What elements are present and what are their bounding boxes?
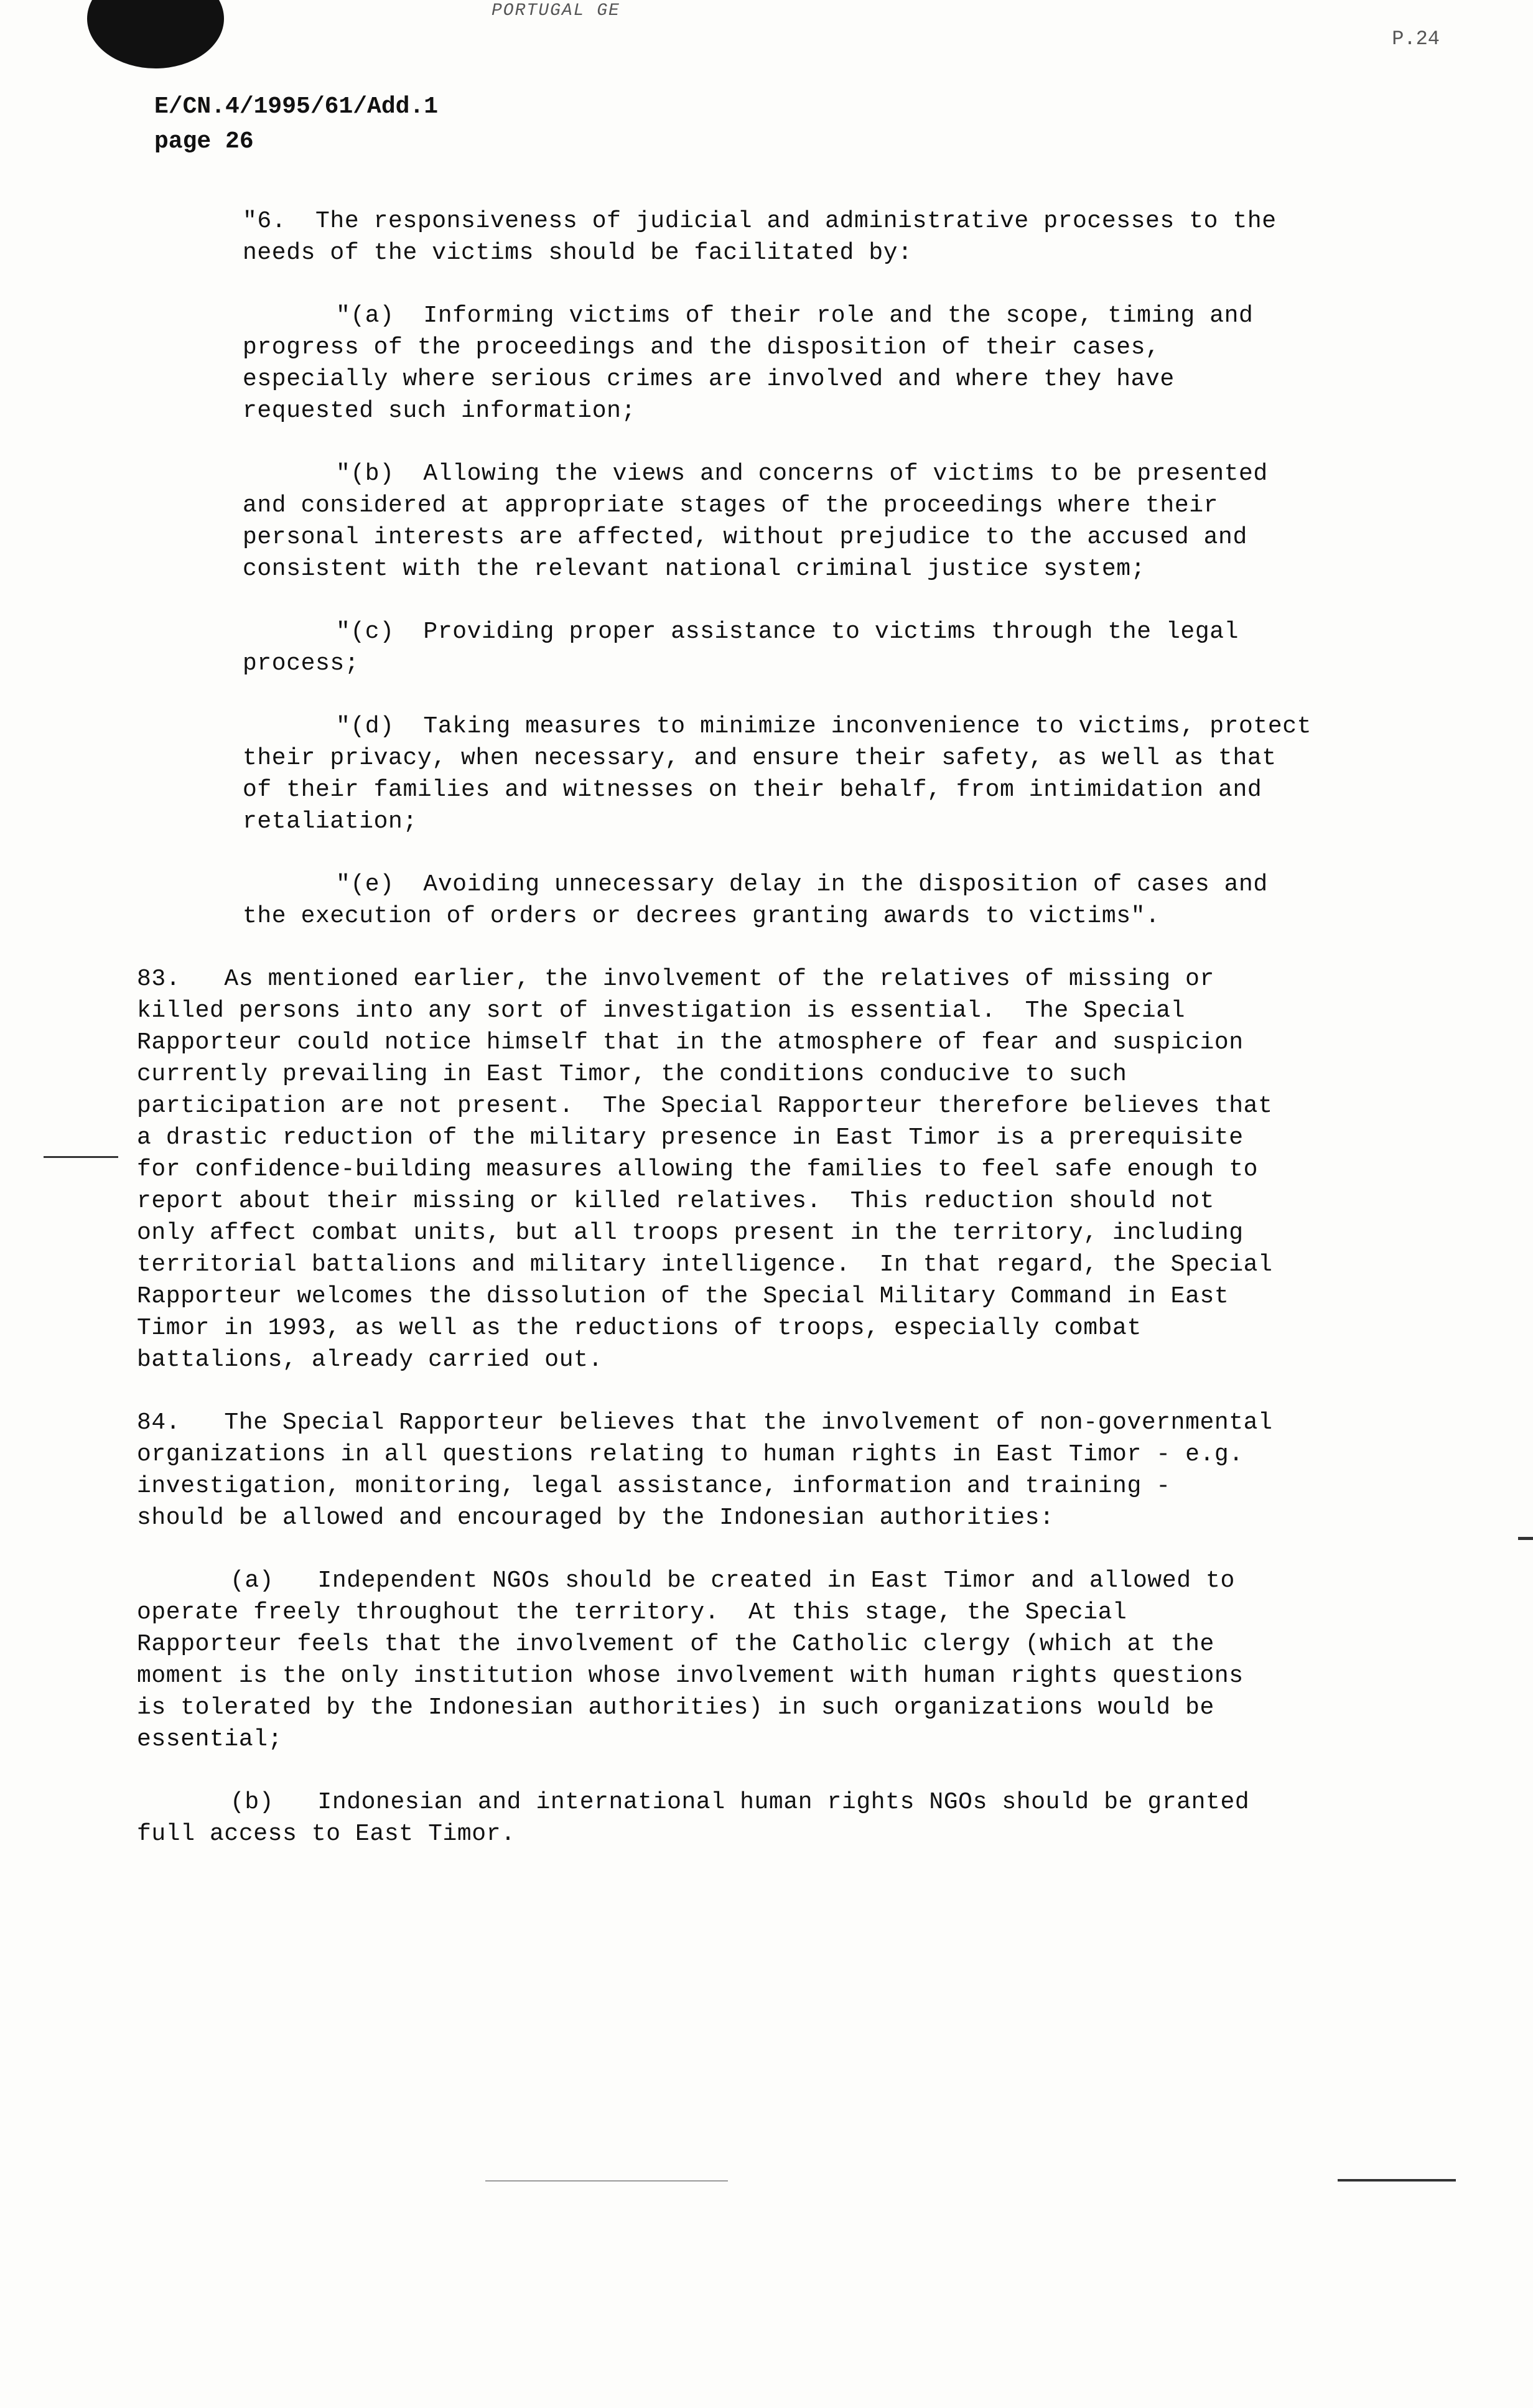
document-symbol: E/CN.4/1995/61/Add.1 bbox=[154, 93, 439, 120]
paragraph-6-e: "(e) Avoiding unnecessary delay in the disposition of cases and the execution of orders or decrees granting awards to victims". bbox=[243, 871, 1268, 930]
footer-dotted-line bbox=[485, 2180, 728, 2182]
footer-dash-mark bbox=[1338, 2179, 1456, 2182]
margin-dash-mark bbox=[44, 1156, 118, 1158]
quoted-principle-6 bbox=[137, 205, 1387, 932]
paragraph-6-d: "(d) Taking measures to minimize inconvenience to victims, protect their privacy, when necessary, and ensure their safety, as well as that of their families and witnesses on their behalf, from intimidation and retaliation; bbox=[243, 713, 1312, 835]
paragraph-84-a: (a) Independent NGOs should be created in East Timor and allowed to operate freely throughout the territory. At this stage, the Special Rapporteur feels that the involvement of the Catholic clergy (which at the moment is the only institution whose involvement with human rights questions is tolerated by the Indonesian authorities) in such organizations would be essential; bbox=[137, 1567, 1244, 1753]
paragraph-6-intro: "6. The responsiveness of judicial and administrative processes to the needs of the victims should be facilitated by: bbox=[243, 208, 1277, 266]
paragraph-84-b: (b) Indonesian and international human rights NGOs should be granted full access to East Timor. bbox=[137, 1789, 1250, 1847]
page-number: page 26 bbox=[154, 128, 254, 155]
fax-header-line: PORTUGAL GE bbox=[492, 1, 620, 21]
ink-blot-mark bbox=[87, 0, 224, 68]
fax-page-number: P.24 bbox=[1392, 27, 1440, 50]
paragraph-84: 84. The Special Rapporteur believes that the involvement of non-governmental organizations in all questions relating to human rights in East Timor - e.g. investigation, monitoring, legal assistance, information and training - should be allowed and encouraged by the Indonesian authorities: bbox=[137, 1409, 1273, 1531]
document-reference bbox=[154, 90, 438, 159]
document-body bbox=[137, 205, 1387, 1881]
right-margin-dash bbox=[1518, 1537, 1533, 1540]
paragraph-6-b: "(b) Allowing the views and concerns of victims to be presented and considered at appropriate stages of the proceedings where their personal interests are affected, without prejudice to the accused and consistent with the relevant national criminal justice system; bbox=[243, 460, 1268, 582]
paragraph-6-a: "(a) Informing victims of their role and the scope, timing and progress of the proceedings and the disposition of their cases, especially where serious crimes are involved and where they have requested such information; bbox=[243, 302, 1254, 424]
paragraph-6-c: "(c) Providing proper assistance to victims through the legal process; bbox=[243, 618, 1239, 677]
paragraph-83: 83. As mentioned earlier, the involvement of the relatives of missing or killed persons into any sort of investigation is essential. The Special Rapporteur could notice himself that in the atmosphere of fear and suspicion currently prevailing in East Timor, the conditions conducive to such participation are not present. The Special Rapporteur therefore believes that a drastic reduction of the military presence in East Timor is a prerequisite for confidence-building measures allowing the families to feel safe enough to report about their missing or killed relatives. This reduction should not only affect combat units, but all troops present in the territory, including territorial battalions and military intelligence. In that regard, the Special Rapporteur welcomes the dissolution of the Special Military Command in East Timor in 1993, as well as the reductions of troops, especially combat battalions, already carried out. bbox=[137, 966, 1273, 1373]
